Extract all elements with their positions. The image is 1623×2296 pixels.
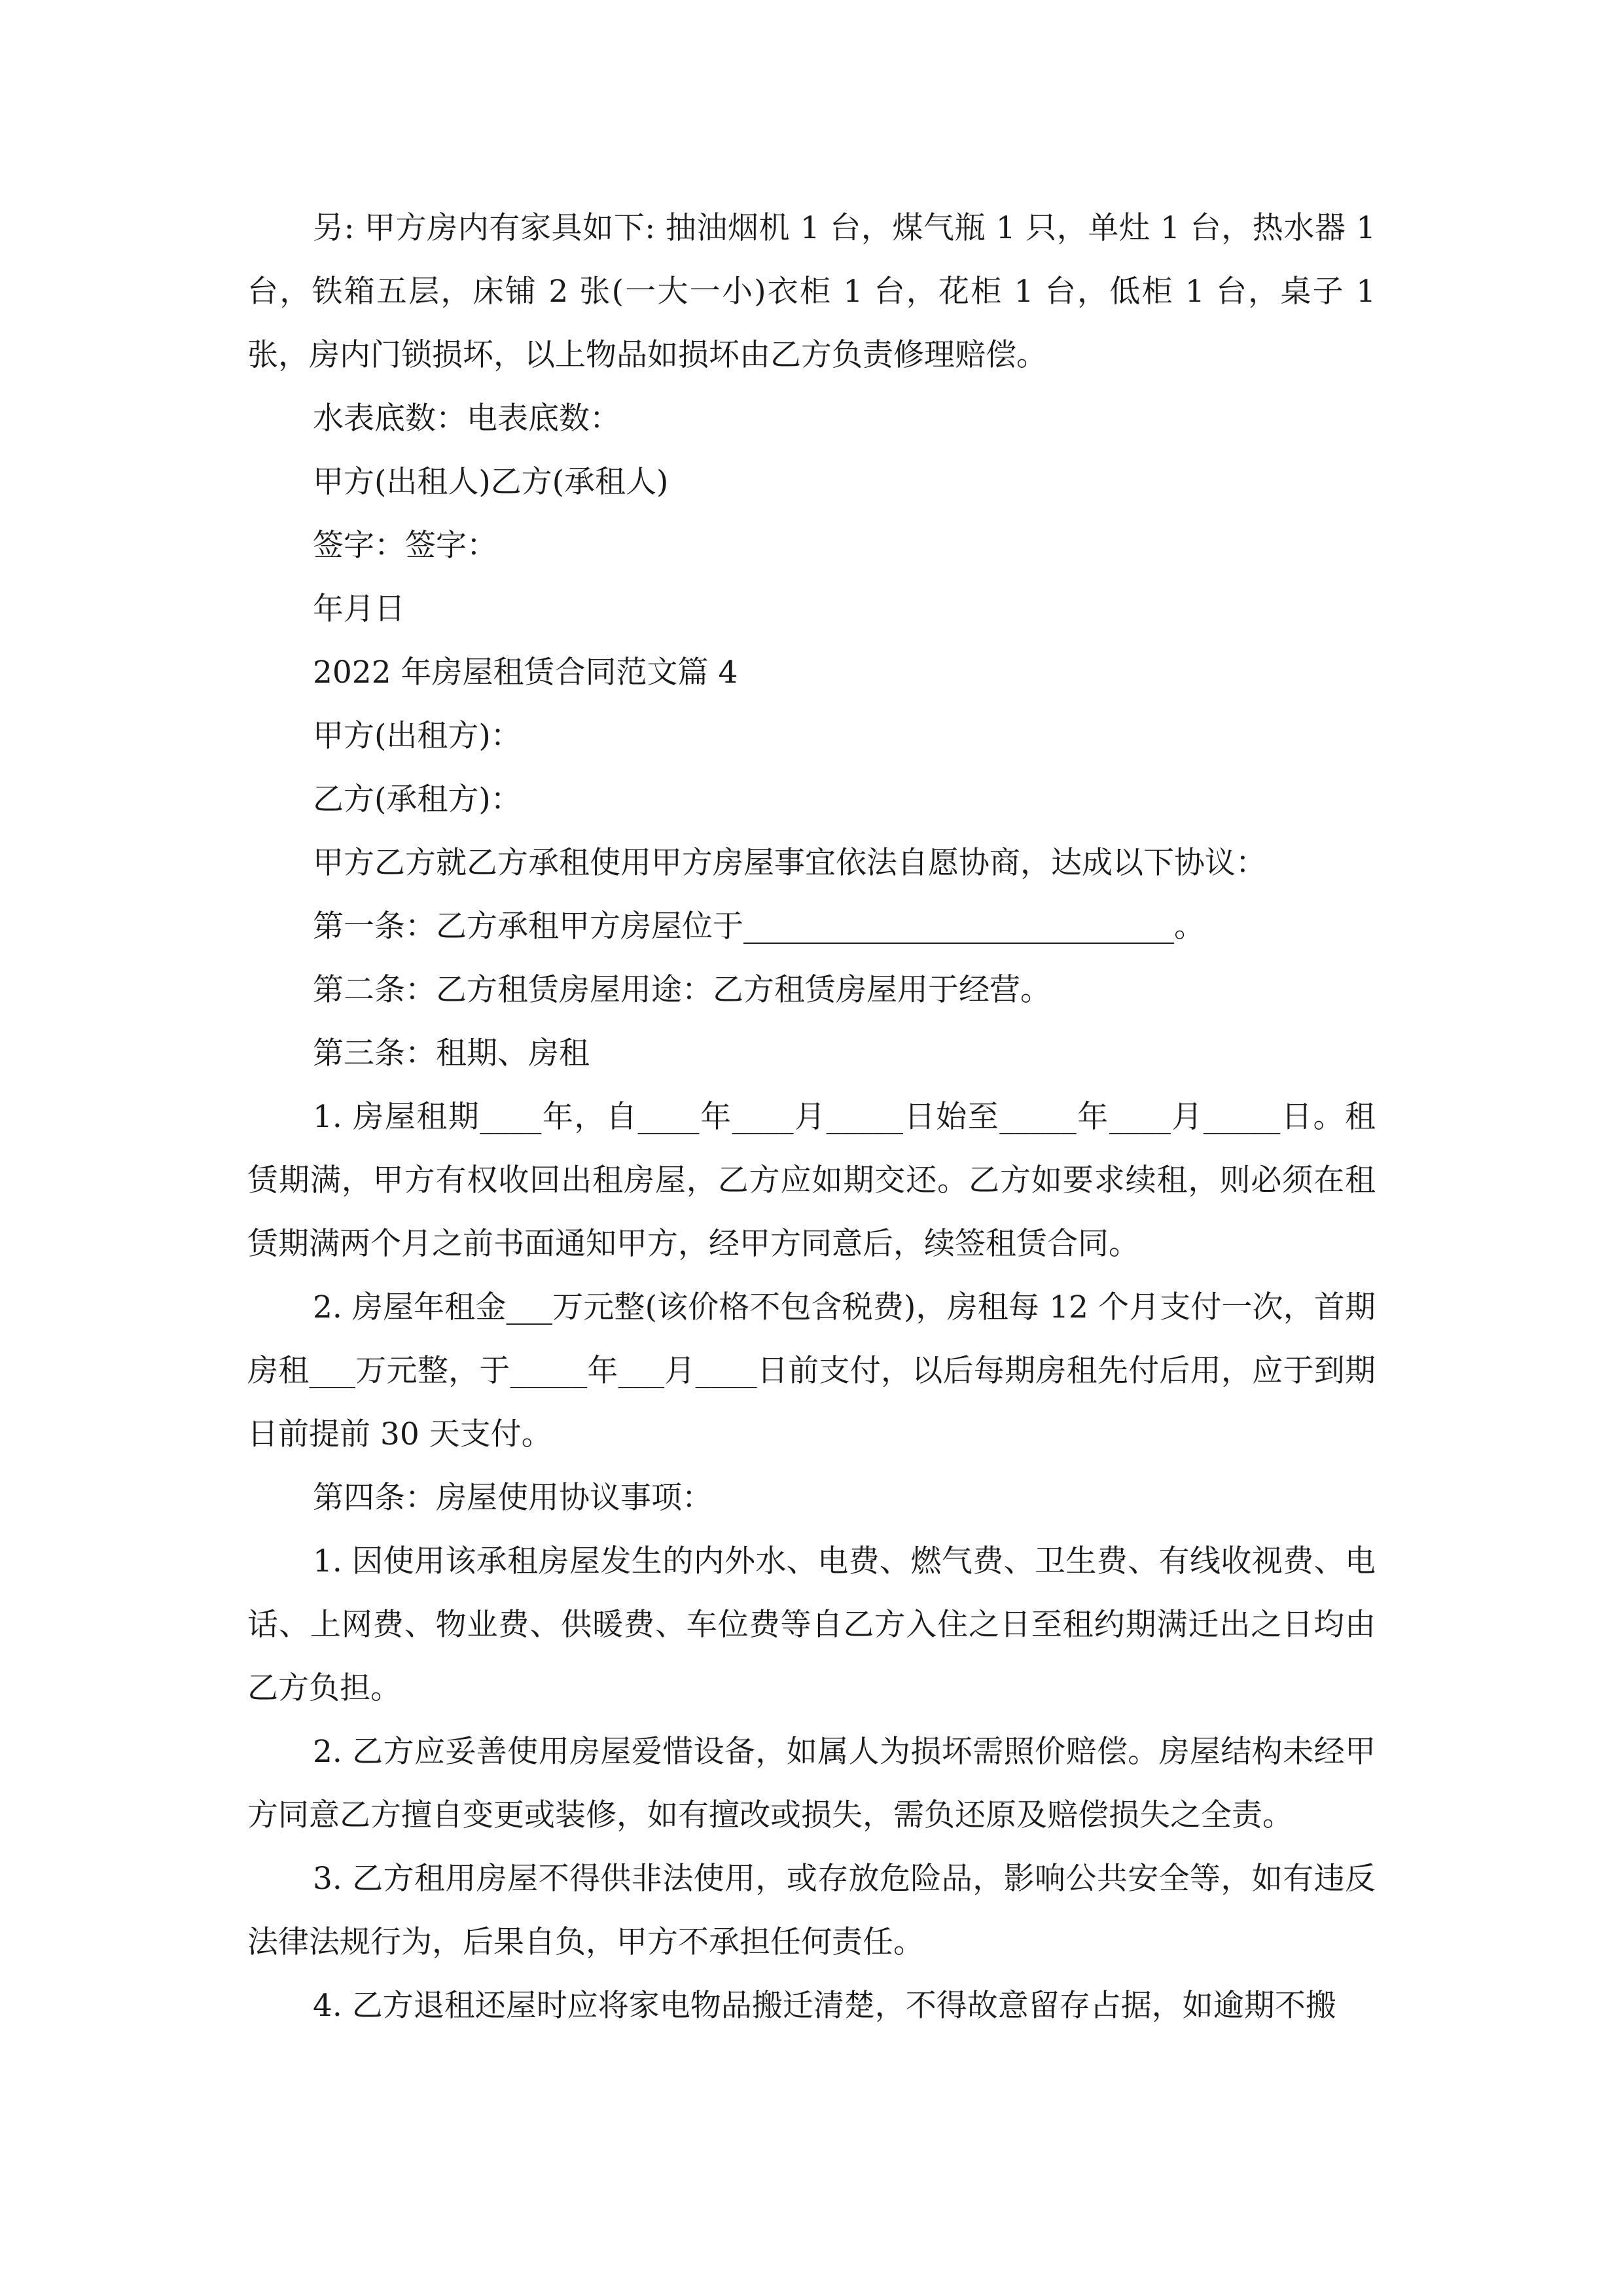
document-page [247, 196, 1385, 2037]
paragraph-parties: 甲方(出租人)乙方(承租人) [313, 464, 669, 500]
paragraph-party-b: 乙方(承租方)： [313, 781, 522, 817]
section-title: 2022 年房屋租赁合同范文篇 4 [313, 655, 738, 691]
paragraph-date: 年月日 [313, 591, 405, 627]
article-2: 第二条：乙方租赁房屋用途：乙方租赁房屋用于经营。 [313, 972, 1051, 1008]
article-3-item-1: 1. 房屋租期____年，自____年____月_____日始至_____年____月_____日。租赁期满，甲方有权收回出租房屋，乙方应如期交还。乙方如要求续租，则必须在租赁期满两个月之前书面通知甲方，经甲方同意后，续签租赁合同。 [247, 1099, 1376, 1262]
article-4-item-3: 3. 乙方租用房屋不得供非法使用，或存放危险品，影响公共安全等，如有违反法律法规行为，后果自负，甲方不承担任何责任。 [247, 1861, 1376, 1960]
article-3-heading: 第三条：租期、房租 [313, 1035, 590, 1071]
paragraph-signatures: 签字：签字： [313, 528, 497, 564]
paragraph-meter-readings: 水表底数：电表底数： [313, 401, 620, 437]
article-4-item-4: 4. 乙方退租还屋时应将家电物品搬迁清楚，不得故意留存占据，如逾期不搬 [313, 1988, 1336, 2024]
article-4-item-1: 1. 因使用该承租房屋发生的内外水、电费、燃气费、卫生费、有线收视费、电话、上网费、物业费、供暖费、车位费等自乙方入住之日至租约期满迁出之日均由乙方负担。 [247, 1543, 1376, 1706]
paragraph-agreement-intro: 甲方乙方就乙方承租使用甲方房屋事宜依法自愿协商，达成以下协议： [313, 845, 1266, 881]
article-4-item-2: 2. 乙方应妥善使用房屋爱惜设备，如属人为损坏需照价赔偿。房屋结构未经甲方同意乙方擅自变更或装修，如有擅改或损失，需负还原及赔偿损失之全责。 [247, 1734, 1376, 1833]
paragraph-furniture-list: 另: 甲方房内有家具如下: 抽油烟机 1 台，煤气瓶 1 只，单灶 1 台，热水器 1 台，铁箱五层，床铺 2 张(一大一小)衣柜 1 台，花柜 1 台，低柜 1 台，桌子 1 张，房内门锁损坏，以上物品如损坏由乙方负责修理赔偿。 [247, 210, 1385, 373]
paragraph-party-a: 甲方(出租方)： [313, 718, 522, 754]
article-1: 第一条：乙方承租甲方房屋位于____________________________。 [313, 908, 1205, 944]
article-3-item-2: 2. 房屋年租金___万元整(该价格不包含税费)，房租每 12 个月支付一次，首期房租___万元整，于_____年___月____日前支付，以后每期房租先付后用，应于到期日前提前 30 天支付。 [247, 1289, 1376, 1452]
article-4-heading: 第四条：房屋使用协议事项： [313, 1480, 713, 1516]
